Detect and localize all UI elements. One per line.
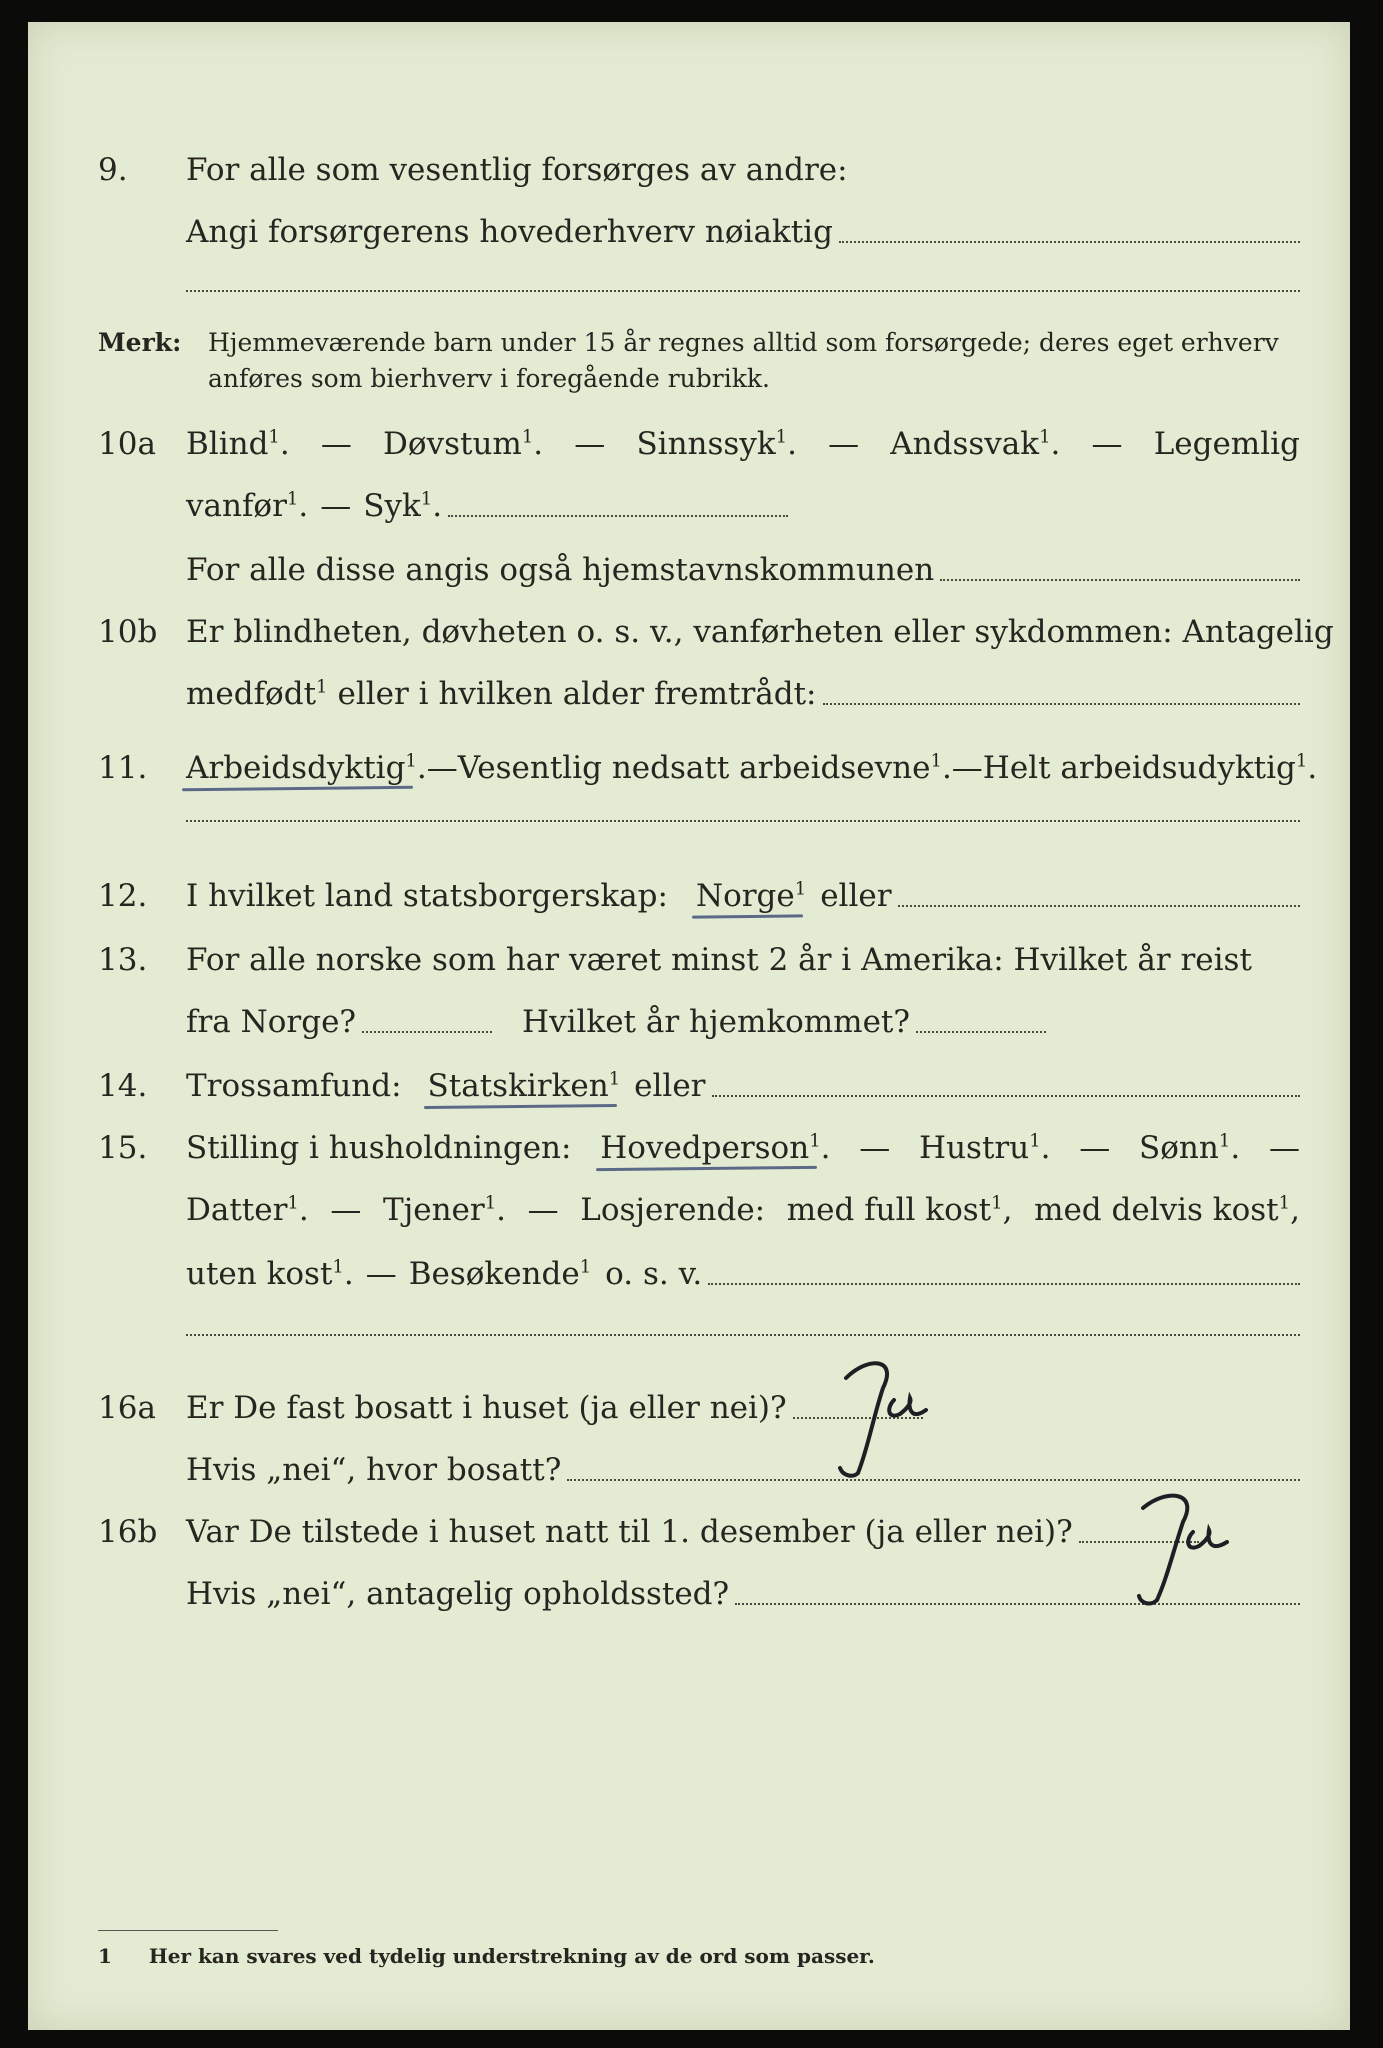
hjemstavn-field[interactable] — [940, 579, 1300, 581]
option-delvis-kost[interactable]: med delvis kost$^1$, — [1034, 1192, 1300, 1228]
q15-losj: Losjerende: — [580, 1192, 766, 1228]
q13-fra: fra Norge? — [186, 1004, 357, 1040]
q15-row3: uten kost$^1$. — Besøkende$^1$ o. s. v. — [28, 1244, 1350, 1294]
q14-text: Trossamfund: — [186, 1068, 402, 1104]
option-norge[interactable]: Norge$^1$ — [695, 878, 807, 914]
merk-line2: anføres som bierhverv i foregående rubrikk. — [208, 364, 770, 393]
q12-eller: eller — [820, 878, 892, 914]
q11-row: 11. Arbeidsdyktig$^1$. — Vesentlig nedsatt arbeidsevne$^1$. — Helt arbeidsudyktig$^1$. — [98, 750, 1318, 786]
option-full-kost[interactable]: med full kost$^1$, — [786, 1192, 1013, 1228]
q12-number: 12. — [98, 878, 148, 914]
footnote — [98, 1944, 875, 1968]
q13-row2 — [28, 992, 1350, 1042]
q9-extra-line[interactable] — [186, 290, 1300, 292]
q13-hjem: Hvilket år hjemkommet? — [522, 1004, 911, 1040]
q16a-handwritten-answer — [828, 1348, 958, 1488]
q9-row1 — [28, 140, 1350, 190]
footnote-rule — [98, 1930, 278, 1931]
q10a-row2: vanfør$^1$. — Syk$^1$. — [28, 476, 1350, 526]
option-medfodt: medfødt$^1$ — [186, 676, 328, 712]
q14-number: 14. — [98, 1068, 148, 1104]
q15-row1: 15. Stilling i husholdningen: Hovedperson$^1$. — Hustru$^1$. — Sønn$^1$. — — [98, 1130, 1300, 1166]
q9-line1: For alle som vesentlig forsørges av andre: — [186, 152, 848, 188]
q13-number: 13. — [98, 942, 148, 978]
option-sinnssyk: Sinnssyk$^1$. — [636, 426, 797, 462]
q13-line1: For alle norske som har været minst 2 år i Amerika: Hvilket år reist — [186, 942, 1252, 978]
q10a-line3: For alle disse angis også hjemstavnskommunen — [186, 552, 935, 588]
q12-row — [28, 866, 1350, 916]
q10b-line2: eller i hvilken alder fremtrådt: — [337, 676, 817, 712]
merk-line1: Hjemmeværende barn under 15 år regnes alltid som forsørgede; deres eget erhverv — [208, 328, 1279, 357]
option-statskirken[interactable]: Statskirken$^1$ — [427, 1068, 621, 1104]
q9-row2 — [28, 202, 1350, 252]
q15-osv: o. s. v. — [605, 1256, 703, 1292]
q15-text: Stilling i husholdningen: — [186, 1130, 572, 1166]
q10b-row2 — [28, 664, 1350, 714]
option-hustru[interactable]: Hustru$^1$. — [919, 1130, 1051, 1166]
q16b-number: 16b — [98, 1514, 158, 1550]
option-andssvak: Andssvak$^1$. — [890, 426, 1061, 462]
q16a-line2: Hvis „nei“, hvor bosatt? — [186, 1452, 562, 1488]
q14-eller: eller — [634, 1068, 706, 1104]
footnote-mark: 1 — [98, 1944, 112, 1968]
footnote-text: Her kan svares ved tydelig understrekning av de ord som passer. — [148, 1944, 875, 1968]
q10b-line1: Er blindheten, døvheten o. s. v., vanførheten eller sykdommen: Antagelig — [186, 614, 1334, 650]
q9-number: 9. — [98, 152, 128, 188]
q10a-syk-field[interactable] — [448, 515, 788, 517]
census-form-page — [28, 22, 1350, 2030]
q15-extra-line[interactable] — [186, 1334, 1300, 1336]
q16b-handwritten-answer — [1123, 1482, 1253, 1622]
q15-field[interactable] — [708, 1283, 1300, 1285]
q12-field[interactable] — [898, 905, 1300, 907]
option-arbeidsdyktig[interactable]: Arbeidsdyktig$^1$. — [186, 750, 427, 786]
q16a-row1 — [28, 1378, 1350, 1428]
q12-text: I hvilket land statsborgerskap: — [186, 878, 668, 914]
q11-extra-line[interactable] — [186, 820, 1300, 822]
merk-label: Merk: — [98, 328, 182, 357]
merk-row2 — [28, 346, 1350, 396]
option-tjener[interactable]: Tjener$^1$. — [382, 1192, 507, 1228]
q16b-line2: Hvis „nei“, antagelig opholdssted? — [186, 1576, 730, 1612]
option-besokende[interactable]: Besøkende$^1$ — [408, 1256, 592, 1292]
option-legemlig: Legemlig — [1153, 426, 1300, 462]
option-datter[interactable]: Datter$^1$. — [186, 1192, 309, 1228]
q9-answer-field[interactable] — [839, 241, 1300, 243]
q10a-row1: 10a Blind$^1$. — Døvstum$^1$. — Sinnssyk$^1$. — Andssvak$^1$. — Legemlig — [98, 426, 1300, 462]
q16a-number: 16a — [98, 1390, 156, 1426]
q10b-row1 — [28, 602, 1350, 652]
option-blind: Blind$^1$. — [186, 426, 290, 462]
q10a-number: 10a — [98, 426, 156, 462]
option-syk: Syk$^1$. — [363, 488, 443, 524]
q15-number: 15. — [98, 1130, 148, 1166]
q10a-row3 — [28, 540, 1350, 590]
q10b-number: 10b — [98, 614, 158, 650]
q16a-line1: Er De fast bosatt i huset (ja eller nei)? — [186, 1390, 787, 1426]
option-dovstum: Døvstum$^1$. — [383, 426, 544, 462]
q13-hjem-field[interactable] — [916, 1031, 1046, 1033]
q11-number: 11. — [98, 750, 148, 786]
option-uten-kost[interactable]: uten kost$^1$. — [186, 1256, 354, 1292]
q13-row1 — [28, 930, 1350, 980]
q9-line2: Angi forsørgerens hovederhverv nøiaktig — [186, 214, 833, 250]
option-sonn[interactable]: Sønn$^1$. — [1139, 1130, 1241, 1166]
option-hovedperson[interactable]: Hovedperson$^1$. — [600, 1130, 831, 1166]
option-nedsatt[interactable]: Vesentlig nedsatt arbeidsevne$^1$. — [457, 750, 952, 786]
q10b-field[interactable] — [823, 703, 1300, 705]
q14-row — [28, 1056, 1350, 1106]
q14-field[interactable] — [712, 1095, 1301, 1097]
q16b-line1: Var De tilstede i huset natt til 1. desember (ja eller nei)? — [186, 1514, 1073, 1550]
q13-reist-field[interactable] — [362, 1031, 492, 1033]
option-udyktig[interactable]: Helt arbeidsudyktig$^1$. — [982, 750, 1318, 786]
option-vanfor: vanfør$^1$. — [186, 488, 309, 524]
q15-row2: Datter$^1$. — Tjener$^1$. — Losjerende: med full kost$^1$, med delvis kost$^1$, — [186, 1192, 1300, 1228]
